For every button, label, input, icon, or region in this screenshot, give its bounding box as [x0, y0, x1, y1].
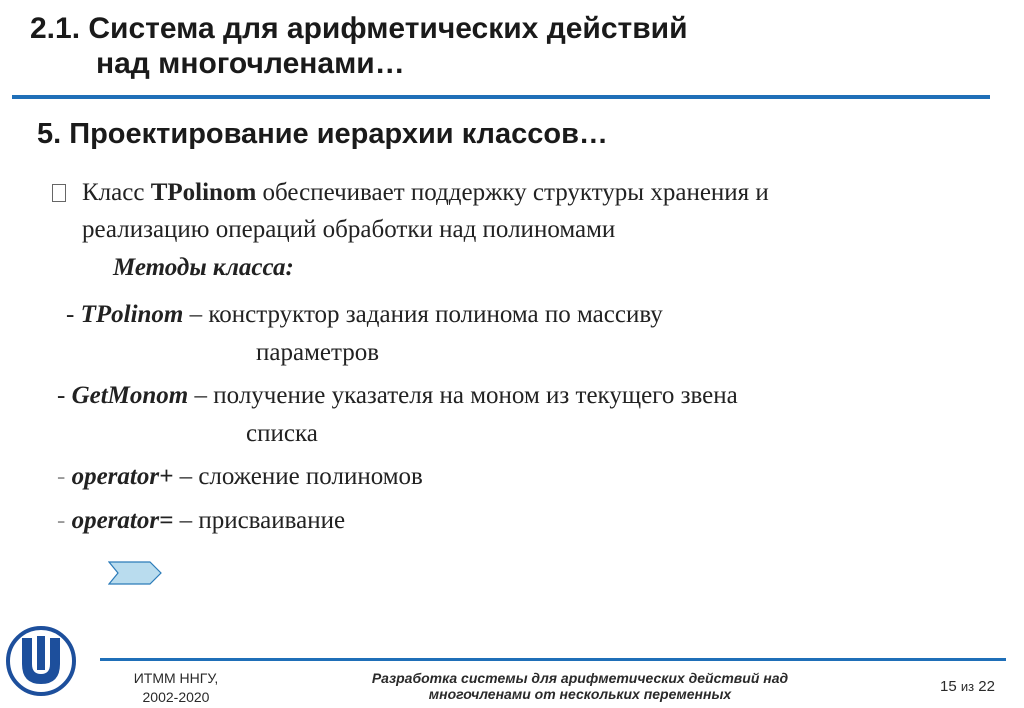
method-dash: - [57, 507, 72, 534]
method-item-getmonom [57, 382, 738, 410]
method-item-tpolinom [66, 301, 663, 329]
university-logo [6, 626, 76, 701]
footer-course-line2: многочленами от нескольких переменных [428, 686, 732, 702]
intro-rest: обеспечивает поддержку структуры хранения и [262, 179, 769, 206]
footer-org [128, 670, 224, 705]
method-item-operator-assign [57, 507, 345, 535]
slide-title-line1: 2.1. Система для арифметических действий [30, 12, 688, 45]
method-dash: - [57, 463, 72, 490]
footer-org-line1: ИТММ ННГУ, [133, 670, 219, 686]
footer-course [340, 670, 820, 702]
footer-org-line2: 2002-2020 [142, 689, 210, 705]
section-title: 5. Проектирование иерархии классов… [37, 118, 608, 150]
method-name: GetMonom [71, 382, 189, 409]
page-counter [940, 679, 995, 695]
next-arrow-icon[interactable] [108, 561, 162, 590]
intro-line2: реализацию операций обработки над полиномами [82, 216, 616, 243]
bullet-icon [52, 184, 66, 202]
method-name: TPolinom [80, 301, 184, 328]
method-desc: – конструктор задания полинома по массиву [183, 301, 663, 328]
method-desc: – присваивание [173, 507, 346, 534]
intro-line1 [82, 179, 769, 207]
footer-course-line1: Разработка системы для арифметических действий над [371, 670, 789, 686]
method-desc-continuation: списка [246, 420, 318, 447]
intro-class-name: TPolinom [150, 179, 257, 206]
method-dash: - [66, 301, 81, 328]
method-name: operator+ [71, 463, 174, 490]
method-dash: - [57, 382, 72, 409]
method-desc: – получение указателя на моном из текущего звена [188, 382, 738, 409]
page-sep: из [960, 679, 975, 694]
method-desc-continuation: параметров [256, 339, 380, 366]
page-total: 22 [978, 678, 995, 695]
method-item-operator-plus [57, 463, 423, 491]
footer-divider [100, 658, 1006, 661]
method-name: operator= [71, 507, 174, 534]
intro-class-word: Класс [82, 179, 145, 206]
page-current: 15 [940, 678, 957, 695]
slide-title-line2: над многочленами… [96, 47, 405, 80]
header-divider [12, 95, 990, 99]
methods-heading: Методы класса: [113, 254, 294, 281]
method-desc: – сложение полиномов [173, 463, 423, 490]
